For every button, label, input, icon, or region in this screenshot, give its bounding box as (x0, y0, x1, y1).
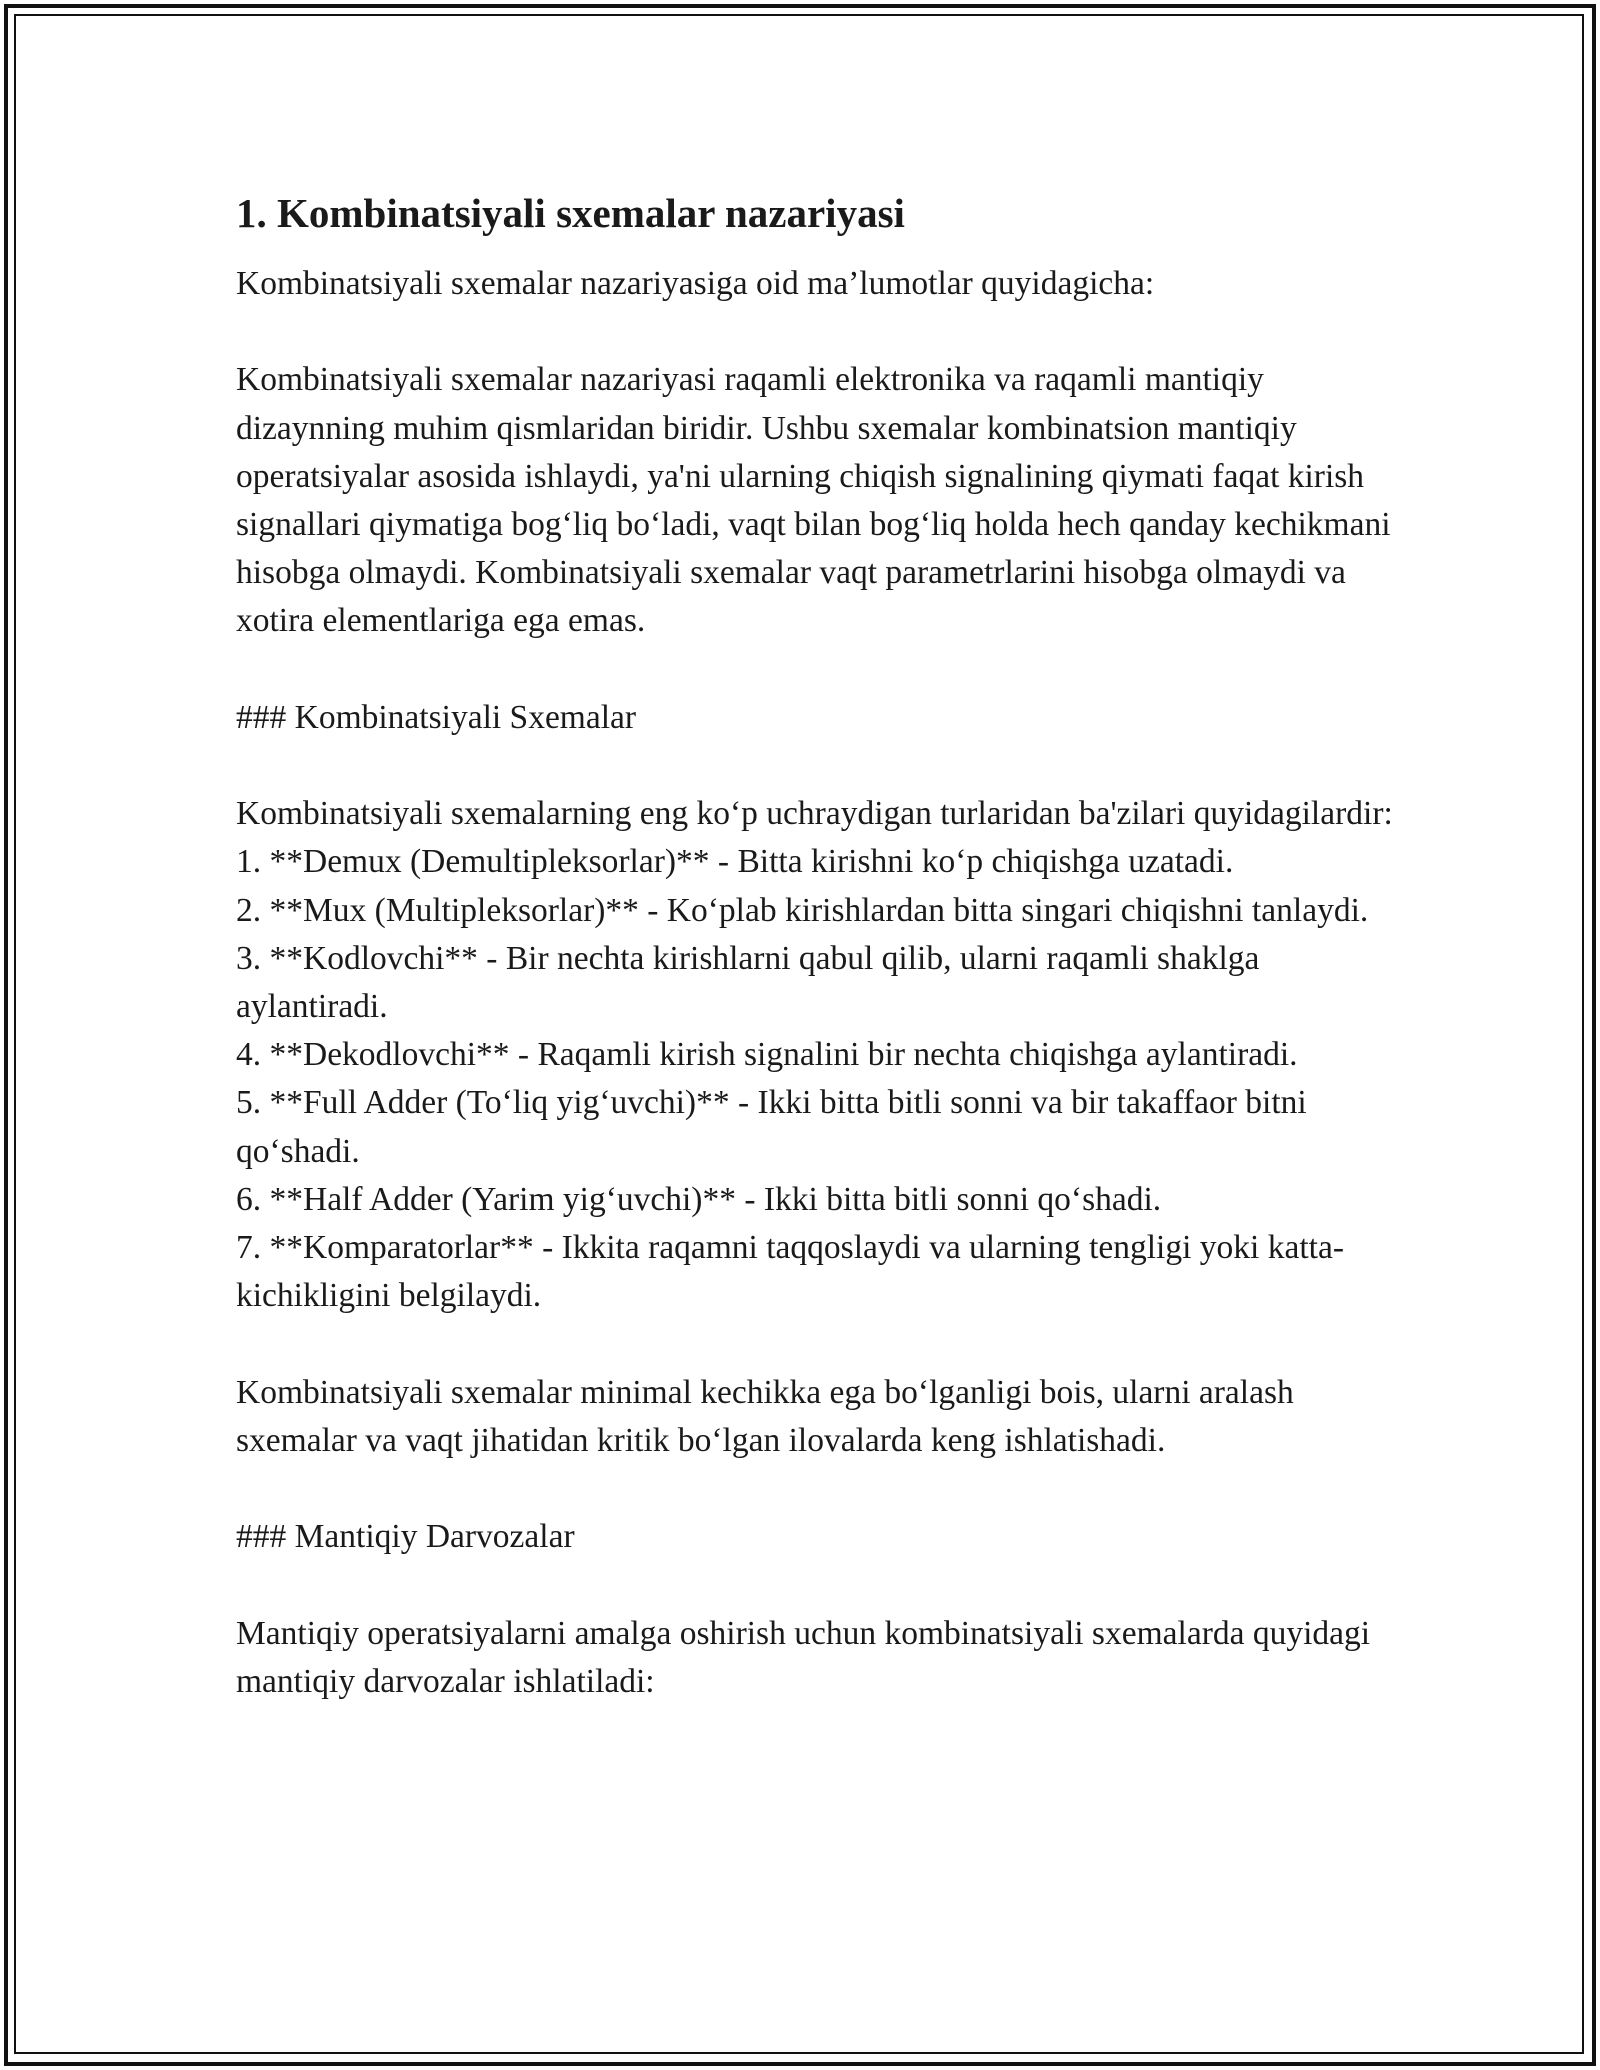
document-body (236, 184, 1416, 1706)
spacer (236, 646, 1416, 694)
theory-paragraph: Kombinatsiyali sxemalar nazariyasi raqamli elektronika va raqamli mantiqiy dizaynning muhim qismlaridan biridir. Ushbu sxemalar kombinatsion mantiqiy operatsiyalar asosida ishlaydi, ya'ni ularning chiqish signalining qiymati faqat kirish signallari qiymatiga bog‘liq bo‘ladi, vaqt bilan bog‘liq holda hech qanday kechikmani hisobga olmaydi. Kombinatsiyali sxemalar vaqt parametrlarini hisobga olmaydi va xotira elementlariga ega emas. (236, 361, 1391, 640)
subheading-logic-gates: ### Mantiqiy Darvozalar (236, 1518, 575, 1556)
list-item: 1. **Demux (Demultipleksorlar)** - Bitta kirishni ko‘p chiqishga uzatadi. (236, 843, 1234, 881)
list-item: 6. **Half Adder (Yarim yig‘uvchi)** - Ikki bitta bitli sonni qo‘shadi. (236, 1180, 1162, 1218)
list-item: 5. **Full Adder (To‘liq yig‘uvchi)** - Ikki bitta bitli sonni va bir takaffaor bitni qo‘shadi. (236, 1084, 1307, 1170)
spacer (236, 1465, 1416, 1513)
spacer (236, 1320, 1416, 1368)
document-heading: 1. Kombinatsiyali sxemalar nazariyasi (236, 190, 905, 236)
list-item: 7. **Komparatorlar** - Ikkita raqamni taqqoslaydi va ularning tengligi yoki katta-kichikligini belgilaydi. (236, 1229, 1344, 1315)
list-item: 4. **Dekodlovchi** - Raqamli kirish signalini bir nechta chiqishga aylantiradi. (236, 1036, 1298, 1074)
intro-paragraph: Kombinatsiyali sxemalar nazariyasiga oid ma’lumotlar quyidagicha: (236, 265, 1155, 302)
spacer (236, 742, 1416, 790)
spacer (236, 308, 1416, 356)
delay-paragraph: Kombinatsiyali sxemalar minimal kechikka ega bo‘lganligi bois, ularni aralash sxemalar va vaqt jihatidan kritik bo‘lgan ilovalarda keng ishlatishadi. (236, 1373, 1294, 1459)
logic-gates-paragraph: Mantiqiy operatsiyalarni amalga oshirish uchun kombinatsiyali sxemalarda quyidagi mantiqiy darvozalar ishlatiladi: (236, 1614, 1371, 1700)
circuit-types-list (236, 838, 1416, 1320)
subheading-combinational-circuits: ### Kombinatsiyali Sxemalar (236, 698, 637, 736)
spacer (236, 1561, 1416, 1609)
list-item: 3. **Kodlovchi** - Bir nechta kirishlarni qabul qilib, ularni raqamli shaklga aylantiradi. (236, 939, 1260, 1025)
list-intro-paragraph: Kombinatsiyali sxemalarning eng ko‘p uchraydigan turlaridan ba'zilari quyidagilardir: (236, 795, 1393, 833)
list-item: 2. **Mux (Multipleksorlar)** - Ko‘plab kirishlardan bitta singari chiqishni tanlaydi. (236, 891, 1369, 929)
